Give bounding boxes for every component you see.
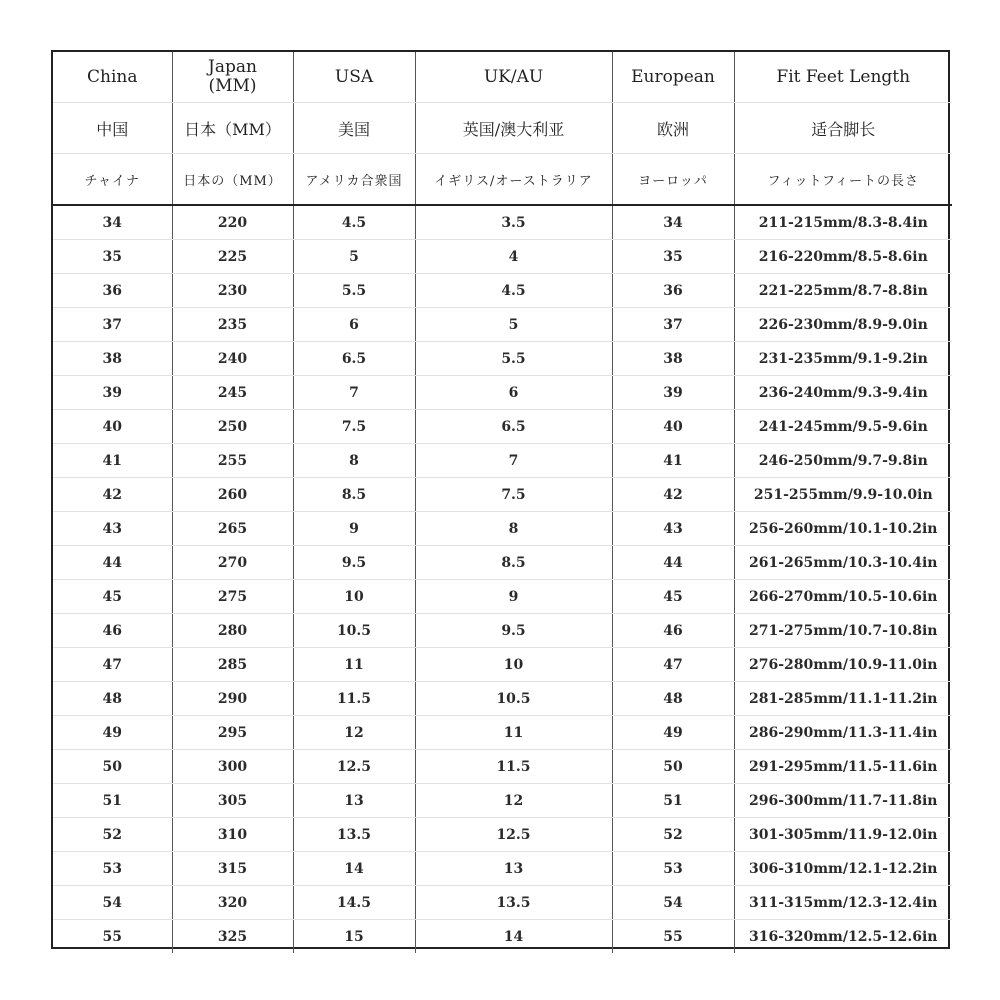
header-japan-text: Japan (MM): [208, 57, 257, 96]
header-ja-fit-length: フィットフィートの長さ: [734, 154, 952, 206]
cell-usa-size: 9.5: [293, 546, 415, 580]
cell-japan-mm: 315: [172, 852, 293, 886]
cell-fit-feet-length: 316-320mm/12.5-12.6in: [748, 928, 938, 945]
header-ja-european: ヨーロッパ: [612, 154, 734, 206]
cell-usa-size: 9: [293, 512, 415, 546]
cell-japan-mm: 325: [172, 920, 293, 954]
cell-china-size: 41: [53, 444, 172, 478]
cell-uk-au-size: 9.5: [415, 614, 612, 648]
cell-usa-size: 12.5: [293, 750, 415, 784]
cell-european-size: 36: [612, 274, 734, 308]
cell-china-size: 34: [53, 205, 172, 240]
cell-fit-feet-length: 296-300mm/11.7-11.8in: [734, 784, 952, 818]
cell-fit-feet-length: 251-255mm/9.9-10.0in: [734, 478, 952, 512]
cell-fit-feet-length: 226-230mm/8.9-9.0in: [734, 308, 952, 342]
cell-uk-au-size: 13: [415, 852, 612, 886]
cell-fit-feet-length: 291-295mm/11.5-11.6in: [734, 750, 952, 784]
cell-china-size: 43: [53, 512, 172, 546]
cell-usa-size: 13: [293, 784, 415, 818]
cell-china-size: 42: [53, 478, 172, 512]
cell-european-size: 51: [612, 784, 734, 818]
cell-japan-mm: 295: [172, 716, 293, 750]
table-row: [53, 308, 952, 342]
cell-uk-au-size: 13.5: [415, 886, 612, 920]
cell-usa-size: 7.5: [293, 410, 415, 444]
cell-china-size: 45: [53, 580, 172, 614]
table-row: [53, 852, 952, 886]
cell-japan-mm: 290: [172, 682, 293, 716]
cell-european-size: 39: [612, 376, 734, 410]
cell-fit-feet-length: 306-310mm/12.1-12.2in: [734, 852, 952, 886]
cell-china-size: 44: [53, 546, 172, 580]
cell-china-size: 40: [53, 410, 172, 444]
cell-japan-mm: 250: [172, 410, 293, 444]
cell-european-size: 49: [612, 716, 734, 750]
cell-fit-feet-length: 266-270mm/10.5-10.6in: [734, 580, 952, 614]
cell-european-size: 35: [612, 240, 734, 274]
cell-uk-au-size: 10.5: [415, 682, 612, 716]
header-zh-fit-length: 适合脚长: [734, 103, 952, 154]
cell-uk-au-size: 11.5: [415, 750, 612, 784]
cell-japan-mm: 240: [172, 342, 293, 376]
cell-fit-feet-length: 236-240mm/9.3-9.4in: [734, 376, 952, 410]
cell-japan-mm: 270: [172, 546, 293, 580]
cell-uk-au-size: 6: [415, 376, 612, 410]
table-row: [53, 648, 952, 682]
cell-usa-size: 6: [293, 308, 415, 342]
cell-china-size: 50: [53, 750, 172, 784]
cell-uk-au-size: 6.5: [415, 410, 612, 444]
cell-fit-feet-length: 286-290mm/11.3-11.4in: [734, 716, 952, 750]
cell-european-size: 40: [612, 410, 734, 444]
cell-japan-mm: 310: [172, 818, 293, 852]
cell-china-size: 49: [53, 716, 172, 750]
cell-european-size: 43: [612, 512, 734, 546]
cell-usa-size: 5: [293, 240, 415, 274]
table-row: [53, 682, 952, 716]
cell-japan-mm: 300: [172, 750, 293, 784]
cell-china-size: 38: [53, 342, 172, 376]
cell-european-size: 47: [612, 648, 734, 682]
cell-uk-au-size: 7: [415, 444, 612, 478]
cell-uk-au-size: 4: [415, 240, 612, 274]
table-row: [53, 886, 952, 920]
cell-fit-feet-length: 311-315mm/12.3-12.4in: [734, 886, 952, 920]
cell-usa-size: 14.5: [293, 886, 415, 920]
cell-european-size: 45: [612, 580, 734, 614]
cell-uk-au-size: 3.5: [415, 205, 612, 240]
cell-japan-mm: 255: [172, 444, 293, 478]
table-row: [53, 818, 952, 852]
cell-european-size: 52: [612, 818, 734, 852]
header-row-english: [53, 52, 952, 103]
table-row: [53, 716, 952, 750]
cell-china-size: 53: [53, 852, 172, 886]
cell-japan-mm: 280: [172, 614, 293, 648]
header-ja-japan: 日本の（MM）: [172, 154, 293, 206]
cell-uk-au-size: 7.5: [415, 478, 612, 512]
header-ja-china: チャイナ: [53, 154, 172, 206]
cell-fit-feet-length: 221-225mm/8.7-8.8in: [734, 274, 952, 308]
cell-japan-mm: 225: [172, 240, 293, 274]
cell-fit-feet-length: 246-250mm/9.7-9.8in: [734, 444, 952, 478]
cell-usa-size: 8.5: [293, 478, 415, 512]
table-body: [53, 205, 952, 953]
cell-japan-mm: 305: [172, 784, 293, 818]
cell-european-size: 53: [612, 852, 734, 886]
header-china: China: [53, 52, 172, 103]
cell-usa-size: 8: [293, 444, 415, 478]
cell-usa-size: 15: [293, 920, 415, 954]
cell-uk-au-size: 14: [415, 920, 612, 954]
cell-china-size: 47: [53, 648, 172, 682]
cell-usa-size: 14: [293, 852, 415, 886]
cell-usa-size: 11: [293, 648, 415, 682]
table-row: [53, 750, 952, 784]
cell-japan-mm: 260: [172, 478, 293, 512]
cell-japan-mm: 230: [172, 274, 293, 308]
table-row: [53, 920, 952, 954]
table-row: [53, 512, 952, 546]
cell-china-size: 37: [53, 308, 172, 342]
cell-japan-mm: 220: [172, 205, 293, 240]
cell-china-size: 36: [53, 274, 172, 308]
header-row-chinese: [53, 103, 952, 154]
cell-japan-mm: 320: [172, 886, 293, 920]
cell-european-size: 54: [612, 886, 734, 920]
cell-fit-feet-length: 276-280mm/10.9-11.0in: [734, 648, 952, 682]
cell-european-size: 37: [612, 308, 734, 342]
header-ja-uk-au: イギリス/オーストラリア: [415, 154, 612, 206]
header-japan-mm: [172, 52, 293, 103]
cell-uk-au-size: 8: [415, 512, 612, 546]
cell-uk-au-size: 12.5: [415, 818, 612, 852]
cell-european-size: 41: [612, 444, 734, 478]
cell-fit-feet-length: 216-220mm/8.5-8.6in: [734, 240, 952, 274]
header-zh-usa: 美国: [293, 103, 415, 154]
cell-european-size: 50: [612, 750, 734, 784]
cell-china-size: 51: [53, 784, 172, 818]
cell-china-size: 48: [53, 682, 172, 716]
cell-uk-au-size: 10: [415, 648, 612, 682]
cell-japan-mm: 245: [172, 376, 293, 410]
cell-china-size: 39: [53, 376, 172, 410]
cell-uk-au-size: 12: [415, 784, 612, 818]
header-zh-china: 中国: [53, 103, 172, 154]
cell-usa-size: 12: [293, 716, 415, 750]
table-row: [53, 376, 952, 410]
table-row: [53, 240, 952, 274]
cell-european-size: 34: [612, 205, 734, 240]
cell-european-size: 46: [612, 614, 734, 648]
cell-usa-size: 11.5: [293, 682, 415, 716]
table-row: [53, 410, 952, 444]
header-zh-european: 欧洲: [612, 103, 734, 154]
header-ja-usa: アメリカ合衆国: [293, 154, 415, 206]
cell-uk-au-size: 11: [415, 716, 612, 750]
table-row: [53, 205, 952, 240]
table-header: [53, 52, 952, 205]
cell-fit-feet-length: 281-285mm/11.1-11.2in: [734, 682, 952, 716]
cell-usa-size: 13.5: [293, 818, 415, 852]
cell-uk-au-size: 4.5: [415, 274, 612, 308]
cell-japan-mm: 265: [172, 512, 293, 546]
table-row: [53, 580, 952, 614]
size-chart: [51, 50, 950, 949]
table-row: [53, 342, 952, 376]
cell-usa-size: 7: [293, 376, 415, 410]
header-european: European: [612, 52, 734, 103]
cell-usa-size: 6.5: [293, 342, 415, 376]
cell-china-size: 55: [53, 920, 172, 954]
header-zh-uk-au: 英国/澳大利亚: [415, 103, 612, 154]
cell-fit-feet-length: 211-215mm/8.3-8.4in: [734, 205, 952, 240]
cell-uk-au-size: 5.5: [415, 342, 612, 376]
cell-fit-feet-length: 241-245mm/9.5-9.6in: [734, 410, 952, 444]
cell-japan-mm: 235: [172, 308, 293, 342]
cell-usa-size: 5.5: [293, 274, 415, 308]
header-row-japanese: [53, 154, 952, 206]
table-row: [53, 478, 952, 512]
cell-japan-mm: 285: [172, 648, 293, 682]
cell-japan-mm: 275: [172, 580, 293, 614]
table-row: [53, 614, 952, 648]
cell-european-size: 48: [612, 682, 734, 716]
cell-china-size: 52: [53, 818, 172, 852]
cell-usa-size: 4.5: [293, 205, 415, 240]
cell-european-size: 38: [612, 342, 734, 376]
cell-european-size: 55: [612, 920, 734, 954]
cell-china-size: 35: [53, 240, 172, 274]
cell-european-size: 42: [612, 478, 734, 512]
cell-uk-au-size: 8.5: [415, 546, 612, 580]
cell-uk-au-size: 5: [415, 308, 612, 342]
header-zh-japan: 日本（MM）: [172, 103, 293, 154]
header-usa: USA: [293, 52, 415, 103]
header-uk-au: UK/AU: [415, 52, 612, 103]
cell-uk-au-size: 9: [415, 580, 612, 614]
table-row: [53, 444, 952, 478]
cell-fit-feet-length: 256-260mm/10.1-10.2in: [734, 512, 952, 546]
cell-european-size: 44: [612, 546, 734, 580]
cell-china-size: 54: [53, 886, 172, 920]
cell-fit-feet-length: 231-235mm/9.1-9.2in: [734, 342, 952, 376]
table-row: [53, 274, 952, 308]
header-fit-feet-length: Fit Feet Length: [734, 52, 952, 103]
cell-usa-size: 10.5: [293, 614, 415, 648]
cell-fit-feet-length: 261-265mm/10.3-10.4in: [734, 546, 952, 580]
table-row: [53, 784, 952, 818]
cell-fit-feet-length: 271-275mm/10.7-10.8in: [734, 614, 952, 648]
cell-fit-feet-length: 301-305mm/11.9-12.0in: [734, 818, 952, 852]
cell-usa-size: 10: [293, 580, 415, 614]
cell-china-size: 46: [53, 614, 172, 648]
table-row: [53, 546, 952, 580]
size-chart-table: [53, 52, 952, 953]
